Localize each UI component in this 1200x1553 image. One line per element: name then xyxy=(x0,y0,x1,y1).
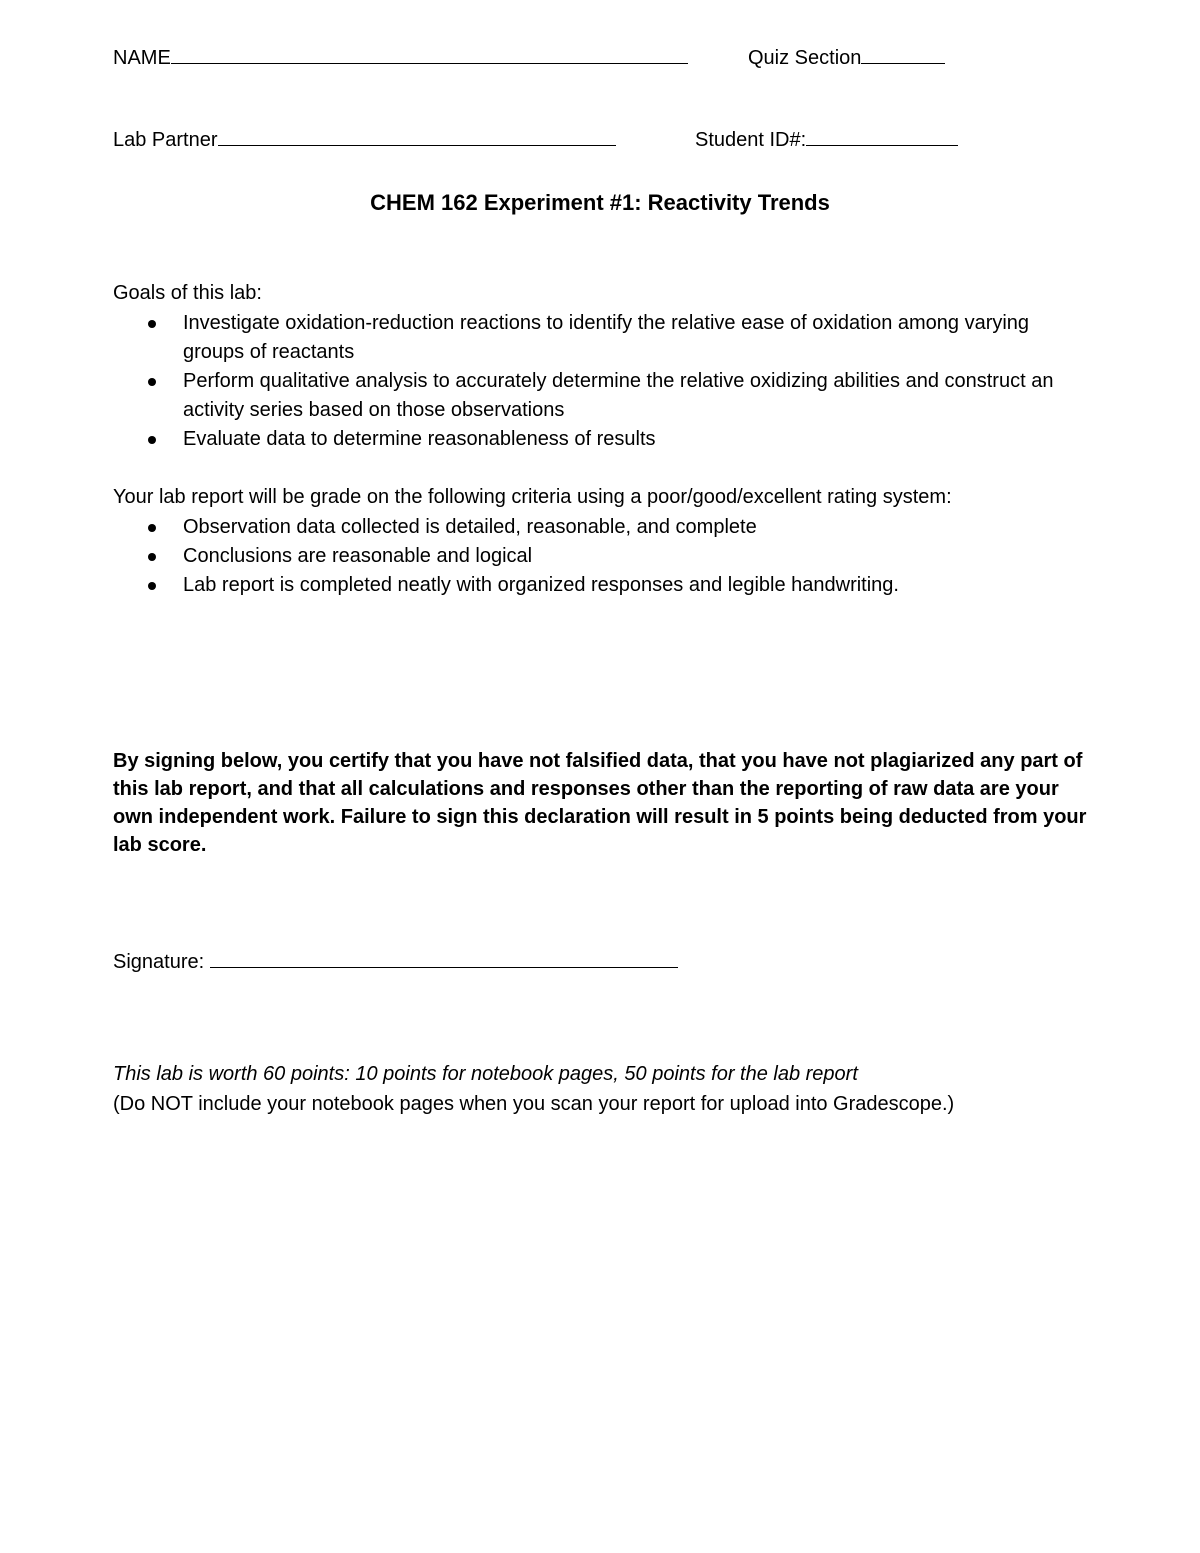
bullet-icon xyxy=(148,320,156,328)
lab-partner-field[interactable] xyxy=(113,127,616,152)
criteria-text: Conclusions are reasonable and logical xyxy=(183,545,533,567)
upload-note: (Do NOT include your notebook pages when you scan your report for upload into Gradescope.) xyxy=(113,1093,955,1115)
declaration-text: By signing below, you certify that you have not falsified data, that you have not plagiarized any part of this lab report, and that all calculations and responses other than the reporting of raw data are your own independent work. Failure to sign this declaration will result in 5 points being deducted from your lab score. xyxy=(113,750,1087,856)
bullet-icon xyxy=(148,436,156,444)
list-item xyxy=(148,425,1088,454)
list-item xyxy=(148,542,1088,571)
goal-text: Evaluate data to determine reasonableness of results xyxy=(183,428,656,450)
lab-partner-label: Lab Partner xyxy=(113,129,218,151)
goal-text: Perform qualitative analysis to accurately determine the relative oxidizing abilities and construct an activity series based on those observations xyxy=(183,370,1054,421)
signature-blank[interactable] xyxy=(210,949,678,968)
list-item xyxy=(148,513,1088,542)
signature-field[interactable] xyxy=(113,949,678,974)
page-title: CHEM 162 Experiment #1: Reactivity Trends xyxy=(370,190,830,215)
name-blank[interactable] xyxy=(171,45,688,64)
points-note: This lab is worth 60 points: 10 points for notebook pages, 50 points for the lab report xyxy=(113,1063,858,1085)
criteria-heading: Your lab report will be grade on the following criteria using a poor/good/excellent rating system: xyxy=(113,486,952,508)
goals-list xyxy=(148,309,1088,454)
quiz-section-label: Quiz Section xyxy=(748,47,862,69)
student-id-label: Student ID#: xyxy=(695,129,807,151)
lab-partner-blank[interactable] xyxy=(218,127,616,146)
criteria-list xyxy=(148,513,1088,600)
student-id-blank[interactable] xyxy=(806,127,958,146)
criteria-text: Lab report is completed neatly with organized responses and legible handwriting. xyxy=(183,574,899,596)
bullet-icon xyxy=(148,378,156,386)
student-id-field[interactable] xyxy=(695,127,958,152)
quiz-section-field[interactable] xyxy=(748,45,945,70)
bullet-icon xyxy=(148,582,156,590)
list-item xyxy=(148,367,1088,425)
list-item xyxy=(148,309,1088,367)
name-field[interactable] xyxy=(113,45,688,70)
goal-text: Investigate oxidation-reduction reactions to identify the relative ease of oxidation among varying groups of reactants xyxy=(183,312,1030,363)
bullet-icon xyxy=(148,524,156,532)
bullet-icon xyxy=(148,553,156,561)
goals-heading: Goals of this lab: xyxy=(113,282,262,304)
name-label: NAME xyxy=(113,47,171,69)
list-item xyxy=(148,571,1088,600)
signature-label: Signature: xyxy=(113,951,205,973)
criteria-text: Observation data collected is detailed, reasonable, and complete xyxy=(183,516,757,538)
quiz-section-blank[interactable] xyxy=(861,45,945,64)
